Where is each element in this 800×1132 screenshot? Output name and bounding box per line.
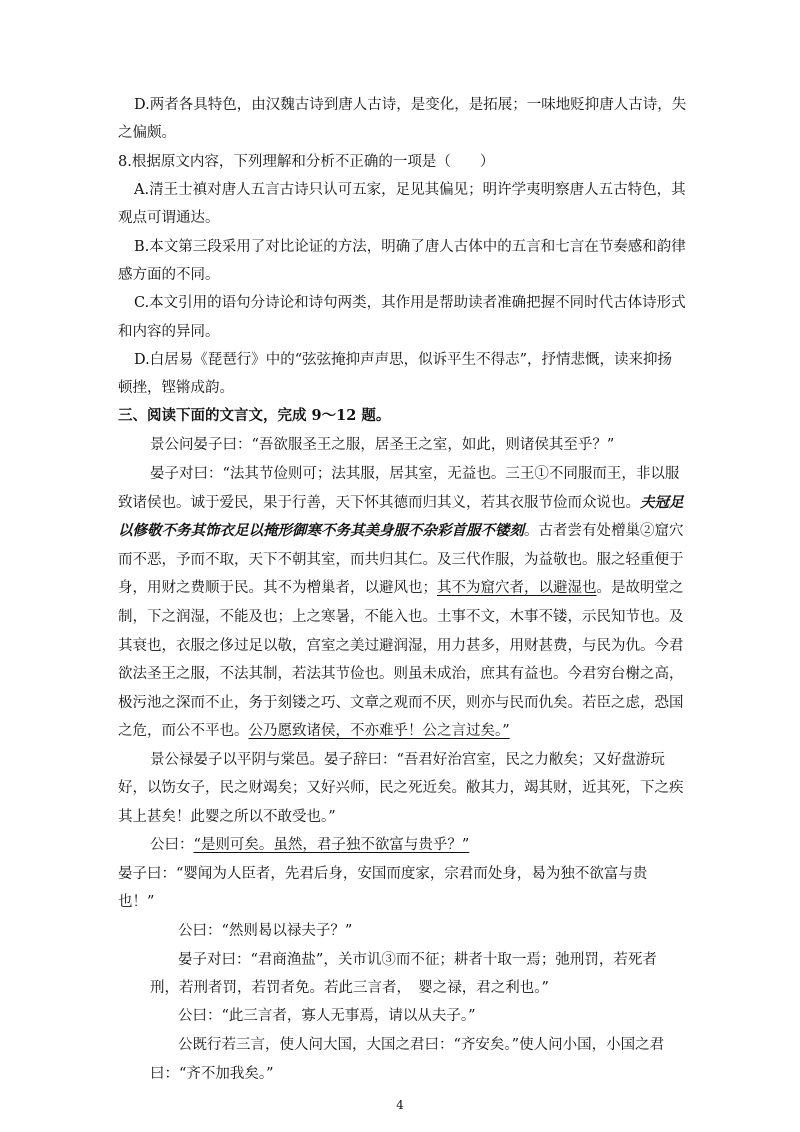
passage-line: 其衰也，衣服之侈过足以敬，宫室之美过避润湿，用力甚多，用财甚费，与民为仇。今君	[118, 638, 684, 654]
underlined-sentence: 其不为窟穴者，以避湿也	[437, 580, 597, 596]
passage-line: 景公禄晏子以平阴与棠邑。晏子辞曰：“吾君好治宫室，民之力敝矣；又好盘游玩	[150, 752, 665, 768]
page-number: 4	[396, 1098, 404, 1112]
passage-line	[118, 578, 684, 598]
passage-text: 。古者尝有处橧巢②窟穴	[524, 523, 684, 539]
passage-line: 欲法圣王之服，不法其制，若法其节俭也。则虽未成治，庶其有益也。今君穷台榭之高，	[118, 666, 684, 682]
passage-line	[150, 835, 469, 855]
passage-bold-italic-text: 以修敬不务其饰衣足以掩形御寒不务其美身服不杂彩首服不镂刻	[118, 522, 524, 539]
passage-line	[118, 521, 684, 541]
q7-option-d-line1: D.两者各具特色，由汉魏古诗到唐人古诗，是变化，是拓展；一味地贬抑唐人古诗，失	[134, 97, 687, 113]
passage-line: 也！”	[118, 894, 155, 910]
passage-line: 制，下之润湿，不能及也；上之寒暑，不能入也。土事不文，木事不镂，示民知节也。及	[118, 609, 684, 625]
q8-option-c-line2: 和内容的异同。	[118, 324, 220, 340]
q8-option-b-line1: B.本文第三段采用了对比论证的方法，明确了唐人古体中的五言和七言在节奏感和韵律	[134, 239, 686, 255]
q8-option-d-line1: D.白居易《琵琶行》中的“弦弦掩抑声声思，似诉平生不得志”，抒情悲慨，读来抑扬	[134, 352, 673, 368]
underlined-sentence: 公乃愿致诸侯，不亦难乎！公之言过矣。”	[248, 723, 510, 739]
q8-option-a-line1: A.清王士禛对唐人五言古诗只认可五家，足见其偏见；明许学夷明察唐人五古特色，其	[134, 182, 686, 198]
passage-bold-italic-text: 夫冠足	[640, 494, 684, 511]
passage-line: 公既行若三言，使人问大国，大国之君曰：“齐安矣。”使人问小国，小国之君	[178, 1037, 665, 1053]
passage-line: 极污池之深而不止，务于刻镂之巧、文章之观而不厌，则亦与民而仇矣。若臣之虑，恐国	[118, 695, 684, 711]
q8-option-a-line2: 观点可谓通达。	[118, 210, 220, 226]
passage-line: 曰：“齐不加我矣。”	[150, 1066, 274, 1082]
passage-line: 而不恶，予而不取，天下不朝其室，而共归其仁。及三代作服，为益敬也。服之轻重便于	[118, 552, 684, 568]
q8-option-b-line2: 感方面的不同。	[118, 267, 220, 283]
q7-option-d-line2: 之偏颇。	[118, 125, 176, 141]
passage-line: 晏子曰：“婴闻为人臣者，先君后身，安国而度家，宗君而处身，曷为独不欲富与贵	[118, 866, 648, 882]
passage-text: 公曰：	[150, 837, 194, 853]
q8-option-c-line1: C.本文引用的语句分诗论和诗句两类，其作用是帮助读者准确把握不同时代古体诗形式	[134, 295, 686, 311]
passage-line: 晏子对曰：“法其节俭则可；法其服，居其室，无益也。三王①不同服而王，非以服	[150, 466, 680, 482]
passage-line: 景公问晏子曰：“吾欲服圣王之服，居圣王之室，如此，则诸侯其至乎？”	[150, 437, 615, 453]
passage-line	[118, 721, 510, 741]
q8-option-d-line2: 顿挫，铿锵成韵。	[118, 380, 234, 396]
section-3-heading: 三、阅读下面的文言文，完成 9～12 题。	[118, 407, 391, 424]
passage-line: 好，以饬女子，民之财竭矣；又好兴师，民之死近矣。敝其力，竭其财，近其死，下之疾	[118, 780, 684, 796]
passage-line	[118, 493, 684, 513]
passage-text: 致诸侯也。诚于爱民，果于行善，天下怀其德而归其义，若其衣服节俭而众说也。	[118, 495, 640, 511]
passage-line: 晏子对曰：“君商渔盐”，关市讥③而不征；耕者十取一焉；弛刑罚，若死者	[178, 952, 657, 968]
passage-text: 。是故明堂之	[596, 580, 684, 596]
passage-text: 身，用财之费顺于民。其不为橧巢者，以避风也；	[118, 580, 437, 596]
underlined-sentence: “是则可矣。虽然，君子独不欲富与贵乎？”	[193, 837, 470, 853]
passage-line: 公曰：“此三言者，寡人无事焉，请以从夫子。”	[178, 1008, 476, 1024]
passage-line: 公曰：“然则曷以禄夫子？”	[178, 923, 353, 939]
passage-line: 其上甚矣！此婴之所以不敢受也。”	[118, 809, 336, 825]
passage-line: 刑，若刑者罚，若罚者免。若此三言者， 婴之禄，君之利也。”	[150, 980, 549, 996]
question-8-stem: 8.根据原文内容，下列理解和分析不正确的一项是（ ）	[118, 154, 495, 170]
passage-text: 之危，而公不平也。	[118, 723, 249, 739]
